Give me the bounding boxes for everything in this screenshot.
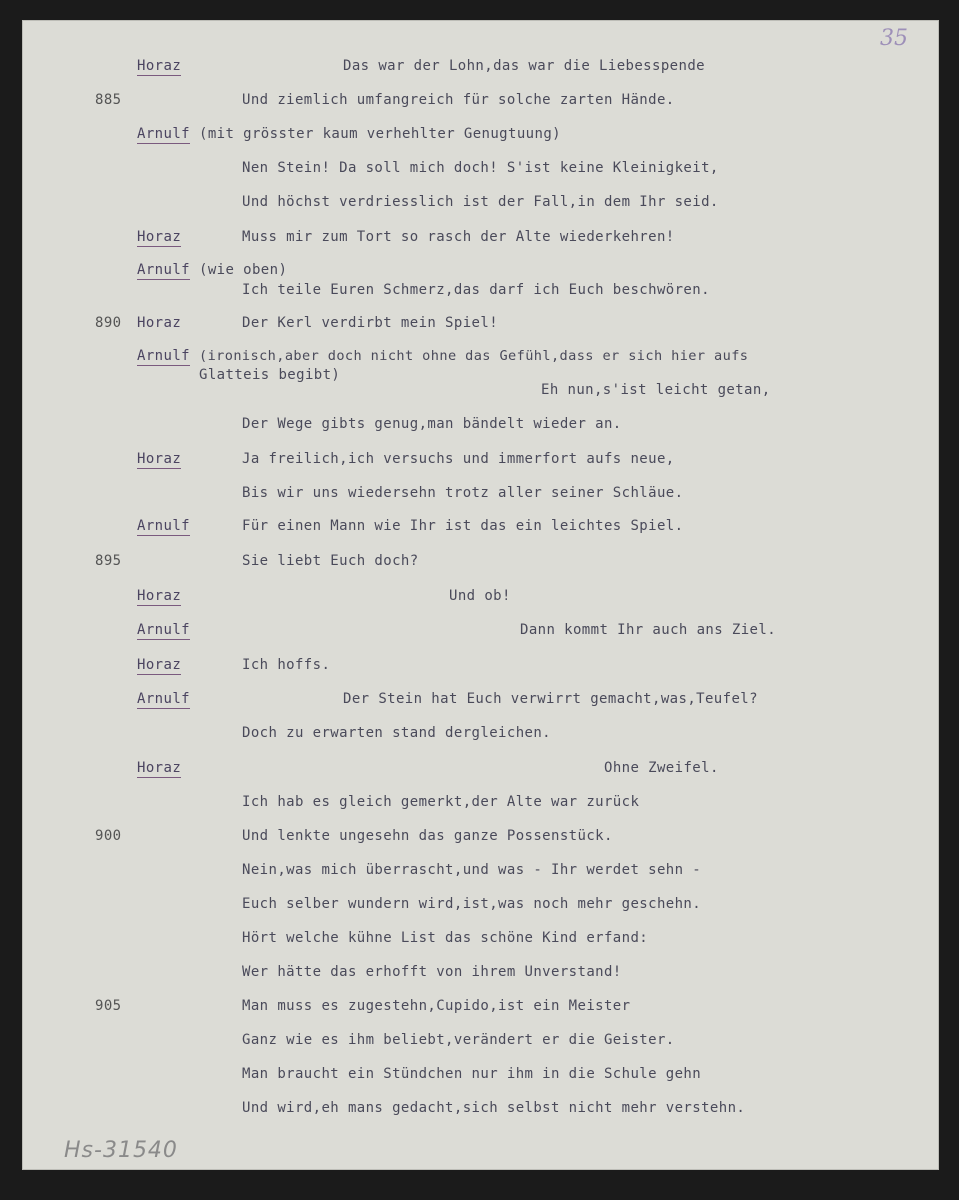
verse-line: Nein,was mich überrascht,und was - Ihr werdet sehn - <box>242 862 702 878</box>
verse-line: Bis wir uns wiedersehn trotz aller seiner Schläue. <box>242 485 684 501</box>
speaker-label: Horaz <box>137 760 182 776</box>
speaker-label: Arnulf <box>137 126 190 142</box>
verse-line: Der Stein hat Euch verwirrt gemacht,was,Teufel? <box>343 691 758 707</box>
verse-line: Wer hätte das erhofft von ihrem Unverstand! <box>242 964 622 980</box>
line-number: 890 <box>95 315 122 331</box>
speaker-label: Arnulf <box>137 622 190 638</box>
line-number: 900 <box>95 828 122 844</box>
speaker-label: Arnulf <box>137 262 190 278</box>
verse-line: Der Kerl verdirbt mein Spiel! <box>242 315 499 331</box>
verse-line: Das war der Lohn,das war die Liebesspende <box>343 58 705 74</box>
speaker-label: Arnulf <box>137 348 190 364</box>
line-number: 895 <box>95 553 122 569</box>
verse-line: Hört welche kühne List das schöne Kind erfand: <box>242 930 649 946</box>
verse-line: Und höchst verdriesslich ist der Fall,in dem Ihr seid. <box>242 194 719 210</box>
verse-line: Doch zu erwarten stand dergleichen. <box>242 725 552 741</box>
verse-line: Dann kommt Ihr auch ans Ziel. <box>520 622 777 638</box>
verse-line: Ganz wie es ihm beliebt,verändert er die Geister. <box>242 1032 675 1048</box>
speaker-label: Horaz <box>137 58 182 74</box>
verse-line: Ja freilich,ich versuchs und immerfort aufs neue, <box>242 451 675 467</box>
verse-line: Ich hoffs. <box>242 657 331 673</box>
speaker-label: Horaz <box>137 229 182 245</box>
stage-direction: Glatteis begibt) <box>199 367 341 383</box>
verse-line: Und lenkte ungesehn das ganze Possenstück. <box>242 828 613 844</box>
page-number: 35 <box>880 26 908 51</box>
verse-line: Man muss es zugestehn,Cupido,ist ein Meister <box>242 998 631 1014</box>
verse-line: Für einen Mann wie Ihr ist das ein leichtes Spiel. <box>242 518 684 534</box>
verse-line: Der Wege gibts genug,man bändelt wieder an. <box>242 416 622 432</box>
stage-direction: (wie oben) <box>199 262 288 278</box>
verse-line: Euch selber wundern wird,ist,was noch mehr geschehn. <box>242 896 702 912</box>
verse-line: Ohne Zweifel. <box>604 760 719 776</box>
verse-line: Und ziemlich umfangreich für solche zarten Hände. <box>242 92 675 108</box>
speaker-label: Arnulf <box>137 518 190 534</box>
verse-line: Muss mir zum Tort so rasch der Alte wiederkehren! <box>242 229 675 245</box>
speaker-label: Arnulf <box>137 691 190 707</box>
verse-line: Sie liebt Euch doch? <box>242 553 419 569</box>
speaker-label: Horaz <box>137 588 182 604</box>
speaker-label: Horaz <box>137 451 182 467</box>
line-number: 905 <box>95 998 122 1014</box>
verse-line: Und ob! <box>449 588 511 604</box>
verse-line: Und wird,eh mans gedacht,sich selbst nicht mehr verstehn. <box>242 1100 746 1116</box>
verse-line: Eh nun,s'ist leicht getan, <box>541 382 771 398</box>
speaker-label: Horaz <box>137 657 182 673</box>
archive-signature: Hs-31540 <box>64 1138 178 1163</box>
verse-line: Ich teile Euren Schmerz,das darf ich Euch beschwören. <box>242 282 710 298</box>
verse-line: Man braucht ein Stündchen nur ihm in die Schule gehn <box>242 1066 702 1082</box>
speaker-label: Horaz <box>137 315 182 331</box>
stage-direction: (mit grösster kaum verhehlter Genugtuung) <box>199 126 561 142</box>
verse-line: Ich hab es gleich gemerkt,der Alte war zurück <box>242 794 640 810</box>
stage-direction: (ironisch,aber doch nicht ohne das Gefühl,dass er sich hier aufs <box>199 348 749 364</box>
verse-line: Nen Stein! Da soll mich doch! S'ist keine Kleinigkeit, <box>242 160 719 176</box>
line-number: 885 <box>95 92 122 108</box>
